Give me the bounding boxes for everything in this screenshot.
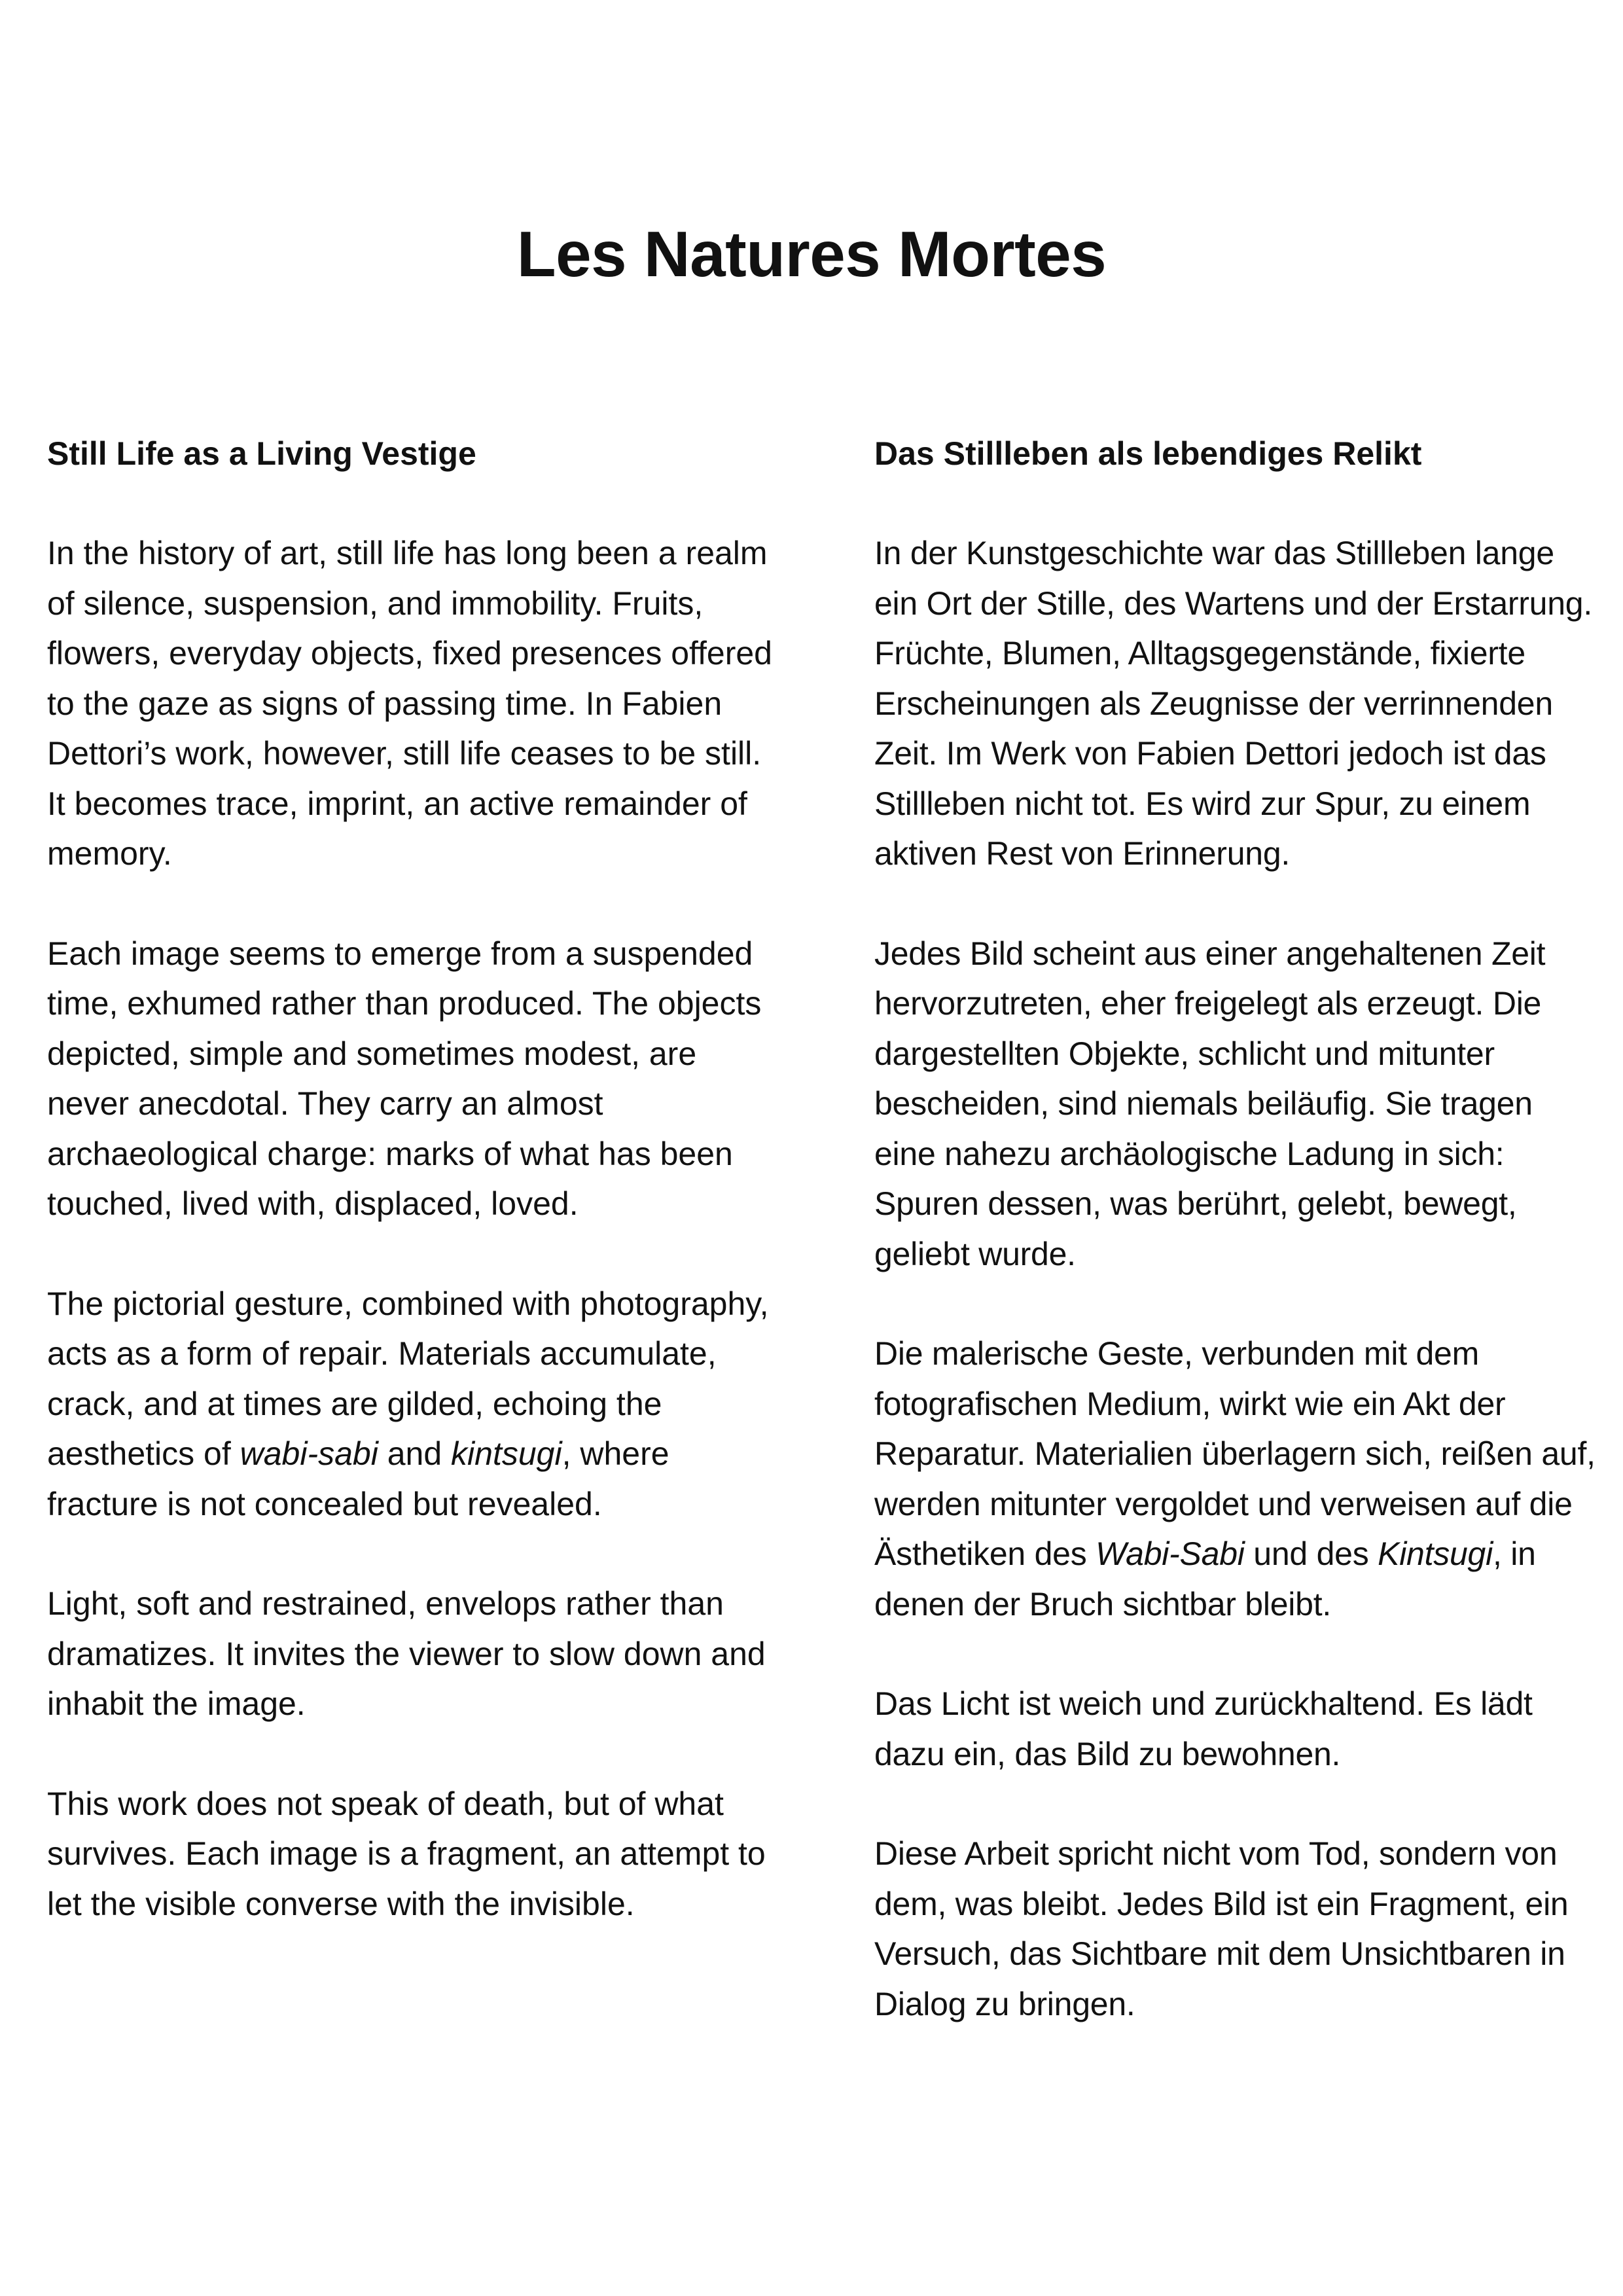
german-paragraph-4: Das Licht ist weich und zurückhaltend. Es lädt dazu ein, das Bild zu bewohnen.	[874, 1685, 1533, 1772]
german-paragraph-3	[874, 1329, 1601, 1629]
german-p3-term-wabi-sabi: Wabi-Sabi	[1096, 1535, 1245, 1572]
english-p3-text-e: , where fracture is not concealed but revealed.	[47, 1435, 669, 1522]
english-column	[47, 429, 774, 1979]
german-paragraph-5: Diese Arbeit spricht nicht vom Tod, sondern von dem, was bleibt. Jedes Bild ist ein Fragment, ein Versuch, das Sichtbare mit dem Unsichtbaren in Dialog zu bringen.	[874, 1835, 1569, 2022]
german-p3-text-a: Die malerische Geste, verbunden mit dem fotografischen Medium, wirkt wie ein Akt der Reparatur. Materialien überlagern sich, reißen auf, werden mitunter vergoldet und verweisen auf die Ästhetiken des	[874, 1335, 1596, 1572]
german-p3-text-c: und des	[1244, 1535, 1378, 1572]
german-p3-term-kintsugi: Kintsugi	[1378, 1535, 1493, 1572]
english-p3-term-wabi-sabi: wabi-sabi	[240, 1435, 378, 1472]
german-heading: Das Stillleben als lebendiges Relikt	[874, 435, 1422, 472]
english-paragraph-2: Each image seems to emerge from a suspended time, exhumed rather than produced. The objects depicted, simple and sometimes modest, are never anecdotal. They carry an almost archaeological charge: marks of what has been touched, lived with, displaced, loved.	[47, 935, 762, 1222]
german-paragraph-2: Jedes Bild scheint aus einer angehaltenen Zeit hervorzutreten, eher freigelegt als erzeugt. Die dargestellten Objekte, schlicht und mitunter bescheiden, sind niemals beiläufig. Sie tragen eine nahezu archäologische Ladung in sich: Spuren dessen, was berührt, gelebt, bewegt, geliebt wurde.	[874, 935, 1546, 1272]
german-paragraph-1: In der Kunstgeschichte war das Stillleben lange ein Ort der Stille, des Wartens und der Erstarrung. Früchte, Blumen, Alltagsgegenstände, fixierte Erscheinungen als Zeugnisse der verrinnenden Zeit. Im Werk von Fabien Dettori jedoch ist das Stillleben nicht tot. Es wird zur Spur, zu einem aktiven Rest von Erinnerung.	[874, 535, 1592, 872]
english-paragraph-4: Light, soft and restrained, envelops rather than dramatizes. It invites the viewer to slow down and inhabit the image.	[47, 1585, 766, 1722]
page-title: Les Natures Mortes	[516, 218, 1107, 290]
english-paragraph-1: In the history of art, still life has long been a realm of silence, suspension, and immobility. Fruits, flowers, everyday objects, fixed presences offered to the gaze as signs of passing time. In Fabien Dettori’s work, however, still life ceases to be still. It becomes trace, imprint, an active remainder of memory.	[47, 535, 772, 872]
german-column	[874, 429, 1601, 2079]
english-p3-text-a: The pictorial gesture, combined with photography, acts as a form of repair. Materials accumulate, crack, and at times are gilded, echoing the aesthetics of	[47, 1285, 769, 1472]
english-p3-text-c: and	[378, 1435, 452, 1472]
english-paragraph-5: This work does not speak of death, but of what survives. Each image is a fragment, an attempt to let the visible converse with the invisible.	[47, 1785, 766, 1922]
english-paragraph-3	[47, 1279, 774, 1530]
english-p3-term-kintsugi: kintsugi	[451, 1435, 562, 1472]
german-p3-text-e: , in denen der Bruch sichtbar bleibt.	[874, 1535, 1536, 1623]
english-heading: Still Life as a Living Vestige	[47, 435, 476, 472]
